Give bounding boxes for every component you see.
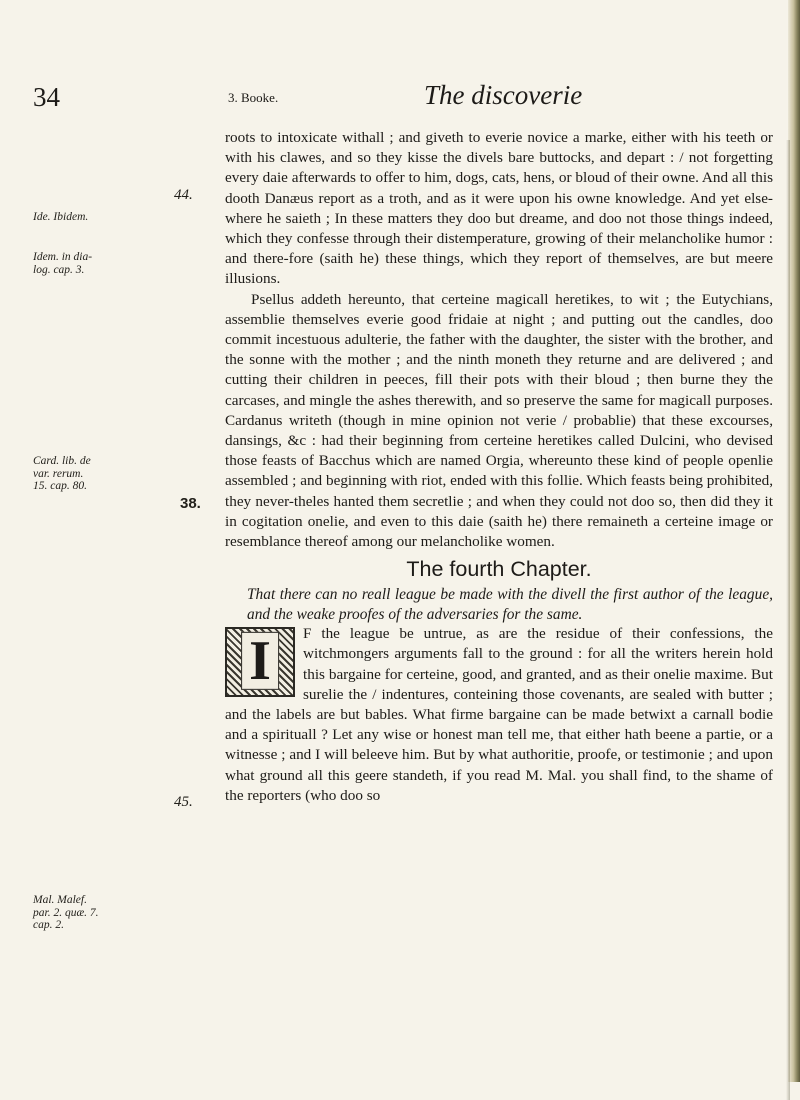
paragraph-3-text: F the league be untrue, as are the residue of their confessions, the witchmongers arguments fall to the ground : for all the writers herein hold this bargaine for certeine, good, and granted, and as their onelie maxime. But surelie the / indentures, conteining those covenants, are sealed with butter ; and the labels are but bables. What firme bargaine can be made betwixt a carnall bodie and a spirituall ? Let any wise or honest man tell me, that either hath beene a partie, or a witnesse ; and I will beleeve him. But by what authoritie, proofe, or testimonie ; and upon what ground all this geere standeth, if you read M. Mal. you shall find, to the shame of the reporters (who doo so xyxy=(225,625,773,804)
margin-number-44: 44. xyxy=(174,187,193,203)
paragraph-1: roots to intoxicate withall ; and giveth to everie novice a marke, either with his teeth or with his clawes, and so they kisse the divels bare buttocks, and depart : / not forgetting every daie afterwards to offer to him, dogs, cats, hens, or bloud of their owne. And all this dooth Danæus report as a troth, and as it were upon his owne knowledge. And yet else-where he saieth ; In these matters they doo but dreame, and doo not those things indeed, which they confesse through their distemperature, growing of their melancholike humor : and there-fore (saith he) these things, which they report of themselves, are but meere illusions. xyxy=(225,129,773,288)
page-header xyxy=(0,82,800,122)
margin-note-cardanus: Card. lib. de var. rerum. 15. cap. 80. xyxy=(33,455,91,492)
book-label: 3. Booke. xyxy=(228,90,279,105)
margin-note-mal-malef: Mal. Malef. par. 2. quæ. 7. cap. 2. xyxy=(33,894,99,931)
paragraph-3 xyxy=(225,624,773,806)
margin-number-38: 38. xyxy=(180,495,201,512)
page-number: 34 xyxy=(33,82,60,112)
decorated-initial xyxy=(225,627,295,697)
chapter-summary: That there can no reall league be made with the divell the first author of the league, and the weake proofes of the adversaries for the same. xyxy=(247,586,773,623)
margin-note-idem-dialog: Idem. in dia- log. cap. 3. xyxy=(33,251,93,276)
paragraph-2: Psellus addeth hereunto, that certeine magicall heretikes, to wit ; the Eutychians, assemblie themselves everie good fridaie at night ; and putting out the candles, doo commit incestuous adulterie, the father with the daughter, the sister with the brother, and the sonne with the mother ; and the ninth moneth they returne and are delivered ; and cutting their children in peeces, fill their pots with their bloud ; then burne they the carcases, and mingle the ashes therewith, and so preserve the same for magicall purposes. Cardanus writeth (though in mine opinion not verie / probablie) that these excourses, dansings, &c : had their beginning from certeine heretikes called Dulcini, who devised those feasts of Bacchus which are named Orgia, whereunto these kind of people openlie assembled ; and beginning with riot, ended with this follie. Which feasts being prohibited, they never-theles hanted them secretlie ; and when they could not doo so, then did they it in cogitation onelie, and even to this daie (saith he) there remaineth a certeine image or resemblance thereof among our melancholike women. xyxy=(225,290,773,551)
margin-note-ide-ibidem: Ide. Ibidem. xyxy=(33,211,89,223)
page-fold-shadow xyxy=(786,140,790,1100)
chapter-title: The fourth Chapter. xyxy=(406,557,592,582)
margin-number-45: 45. xyxy=(174,794,193,810)
running-title: The discoverie xyxy=(424,80,583,110)
decorated-initial-letter: I xyxy=(241,632,279,690)
body-text xyxy=(225,128,773,806)
